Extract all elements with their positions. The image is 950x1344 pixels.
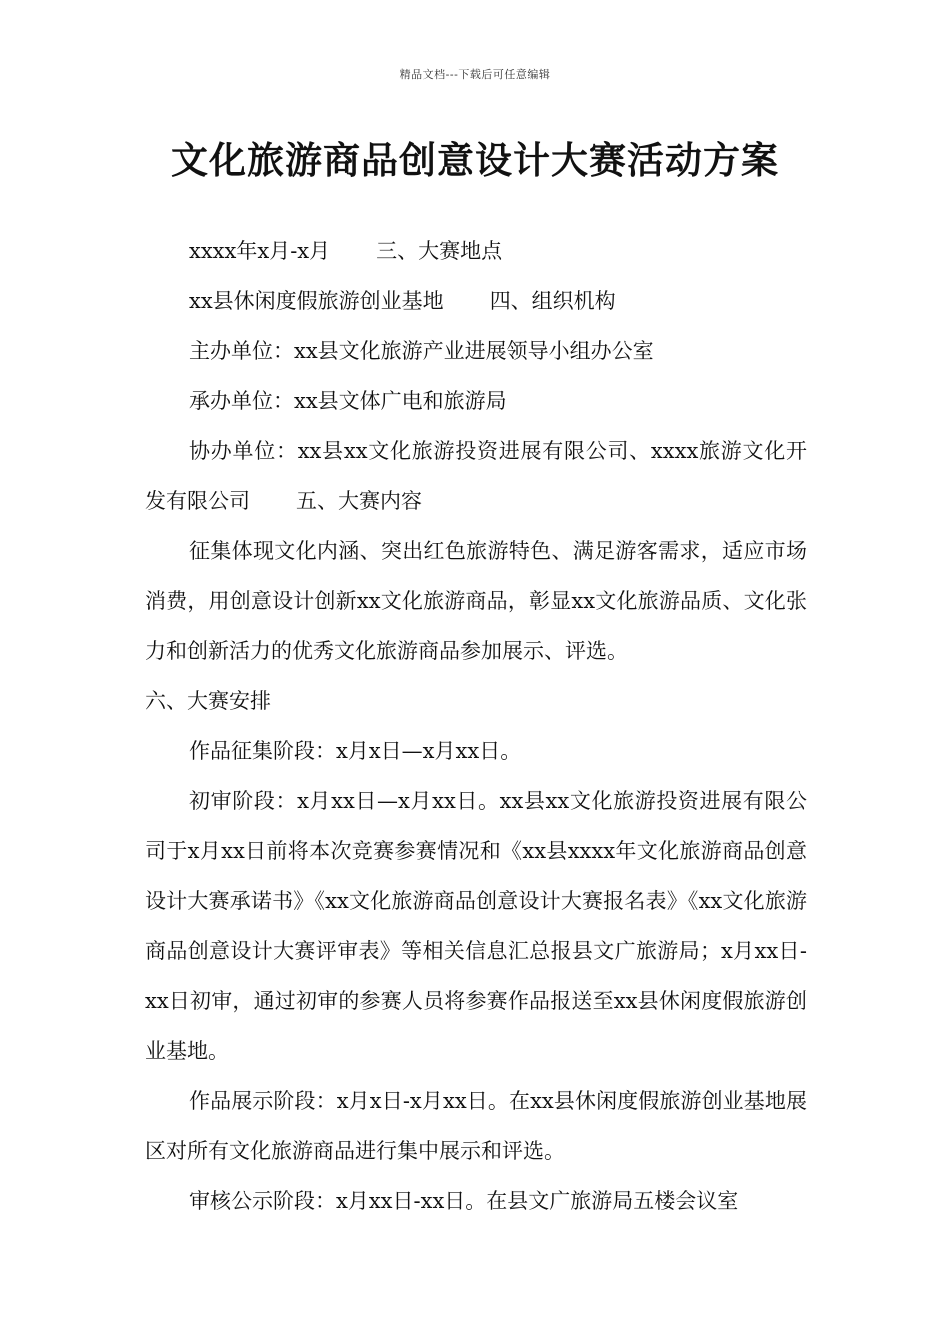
paragraph-text: 作品展示阶段：x月x日-x月xx日。在xx县休闲度假旅游创业基地展区对所有文化旅游商品进行集中展示和评选。: [145, 1089, 807, 1163]
paragraph-text: 审核公示阶段：x月xx日-xx日。在县文广旅游局五楼会议室: [189, 1189, 739, 1213]
paragraph-p7: [145, 676, 807, 726]
paragraph-text: 承办单位：xx县文体广电和旅游局: [189, 389, 507, 413]
paragraph-p4: [145, 376, 807, 426]
paragraph-p2: [145, 276, 807, 326]
paragraph-text: 五、大赛内容: [296, 489, 422, 513]
paragraph-text: 作品征集阶段：x月x日—x月xx日。: [189, 739, 522, 763]
paragraph-p8: [145, 726, 807, 776]
paragraph-p6: [145, 526, 807, 676]
paragraph-text: 协办单位：xx县xx文化旅游投资进展有限公司、xxxx旅游文化开发有限公司: [145, 439, 807, 513]
paragraph-p5: [145, 426, 807, 526]
paragraph-text: 初审阶段：x月xx日—x月xx日。xx县xx文化旅游投资进展有限公司于x月xx日前将本次竞赛参赛情况和《xx县xxxx年文化旅游商品创意设计大赛承诺书》《xx文化旅游商品创意设计大赛报名表》《xx文化旅游商品创意设计大赛评审表》等相关信息汇总报县文广旅游局；x月xx日-xx日初审，通过初审的参赛人员将参赛作品报送至xx县休闲度假旅游创业基地。: [145, 789, 807, 1063]
paragraph-text: 征集体现文化内涵、突出红色旅游特色、满足游客需求，适应市场消费，用创意设计创新xx文化旅游商品，彰显xx文化旅游品质、文化张力和创新活力的优秀文化旅游商品参加展示、评选。: [145, 539, 807, 663]
paragraph-text: 六、大赛安排: [145, 689, 271, 713]
paragraph-p1: [145, 226, 807, 276]
document-body: [145, 226, 807, 1226]
header-note: 精品文档---下载后可任意编辑: [399, 68, 551, 81]
paragraph-p3: [145, 326, 807, 376]
paragraph-p10: [145, 1076, 807, 1176]
paragraph-text: 三、大赛地点: [376, 239, 503, 263]
paragraph-text: xxxx年x月-x月: [189, 239, 331, 263]
paragraph-text: 主办单位：xx县文化旅游产业进展领导小组办公室: [189, 339, 654, 363]
paragraph-p9: [145, 776, 807, 1076]
document-title: 文化旅游商品创意设计大赛活动方案: [171, 138, 779, 182]
paragraph-text: 四、组织机构: [489, 289, 616, 313]
paragraph-p11: [145, 1176, 807, 1226]
paragraph-text: xx县休闲度假旅游创业基地: [189, 289, 444, 313]
